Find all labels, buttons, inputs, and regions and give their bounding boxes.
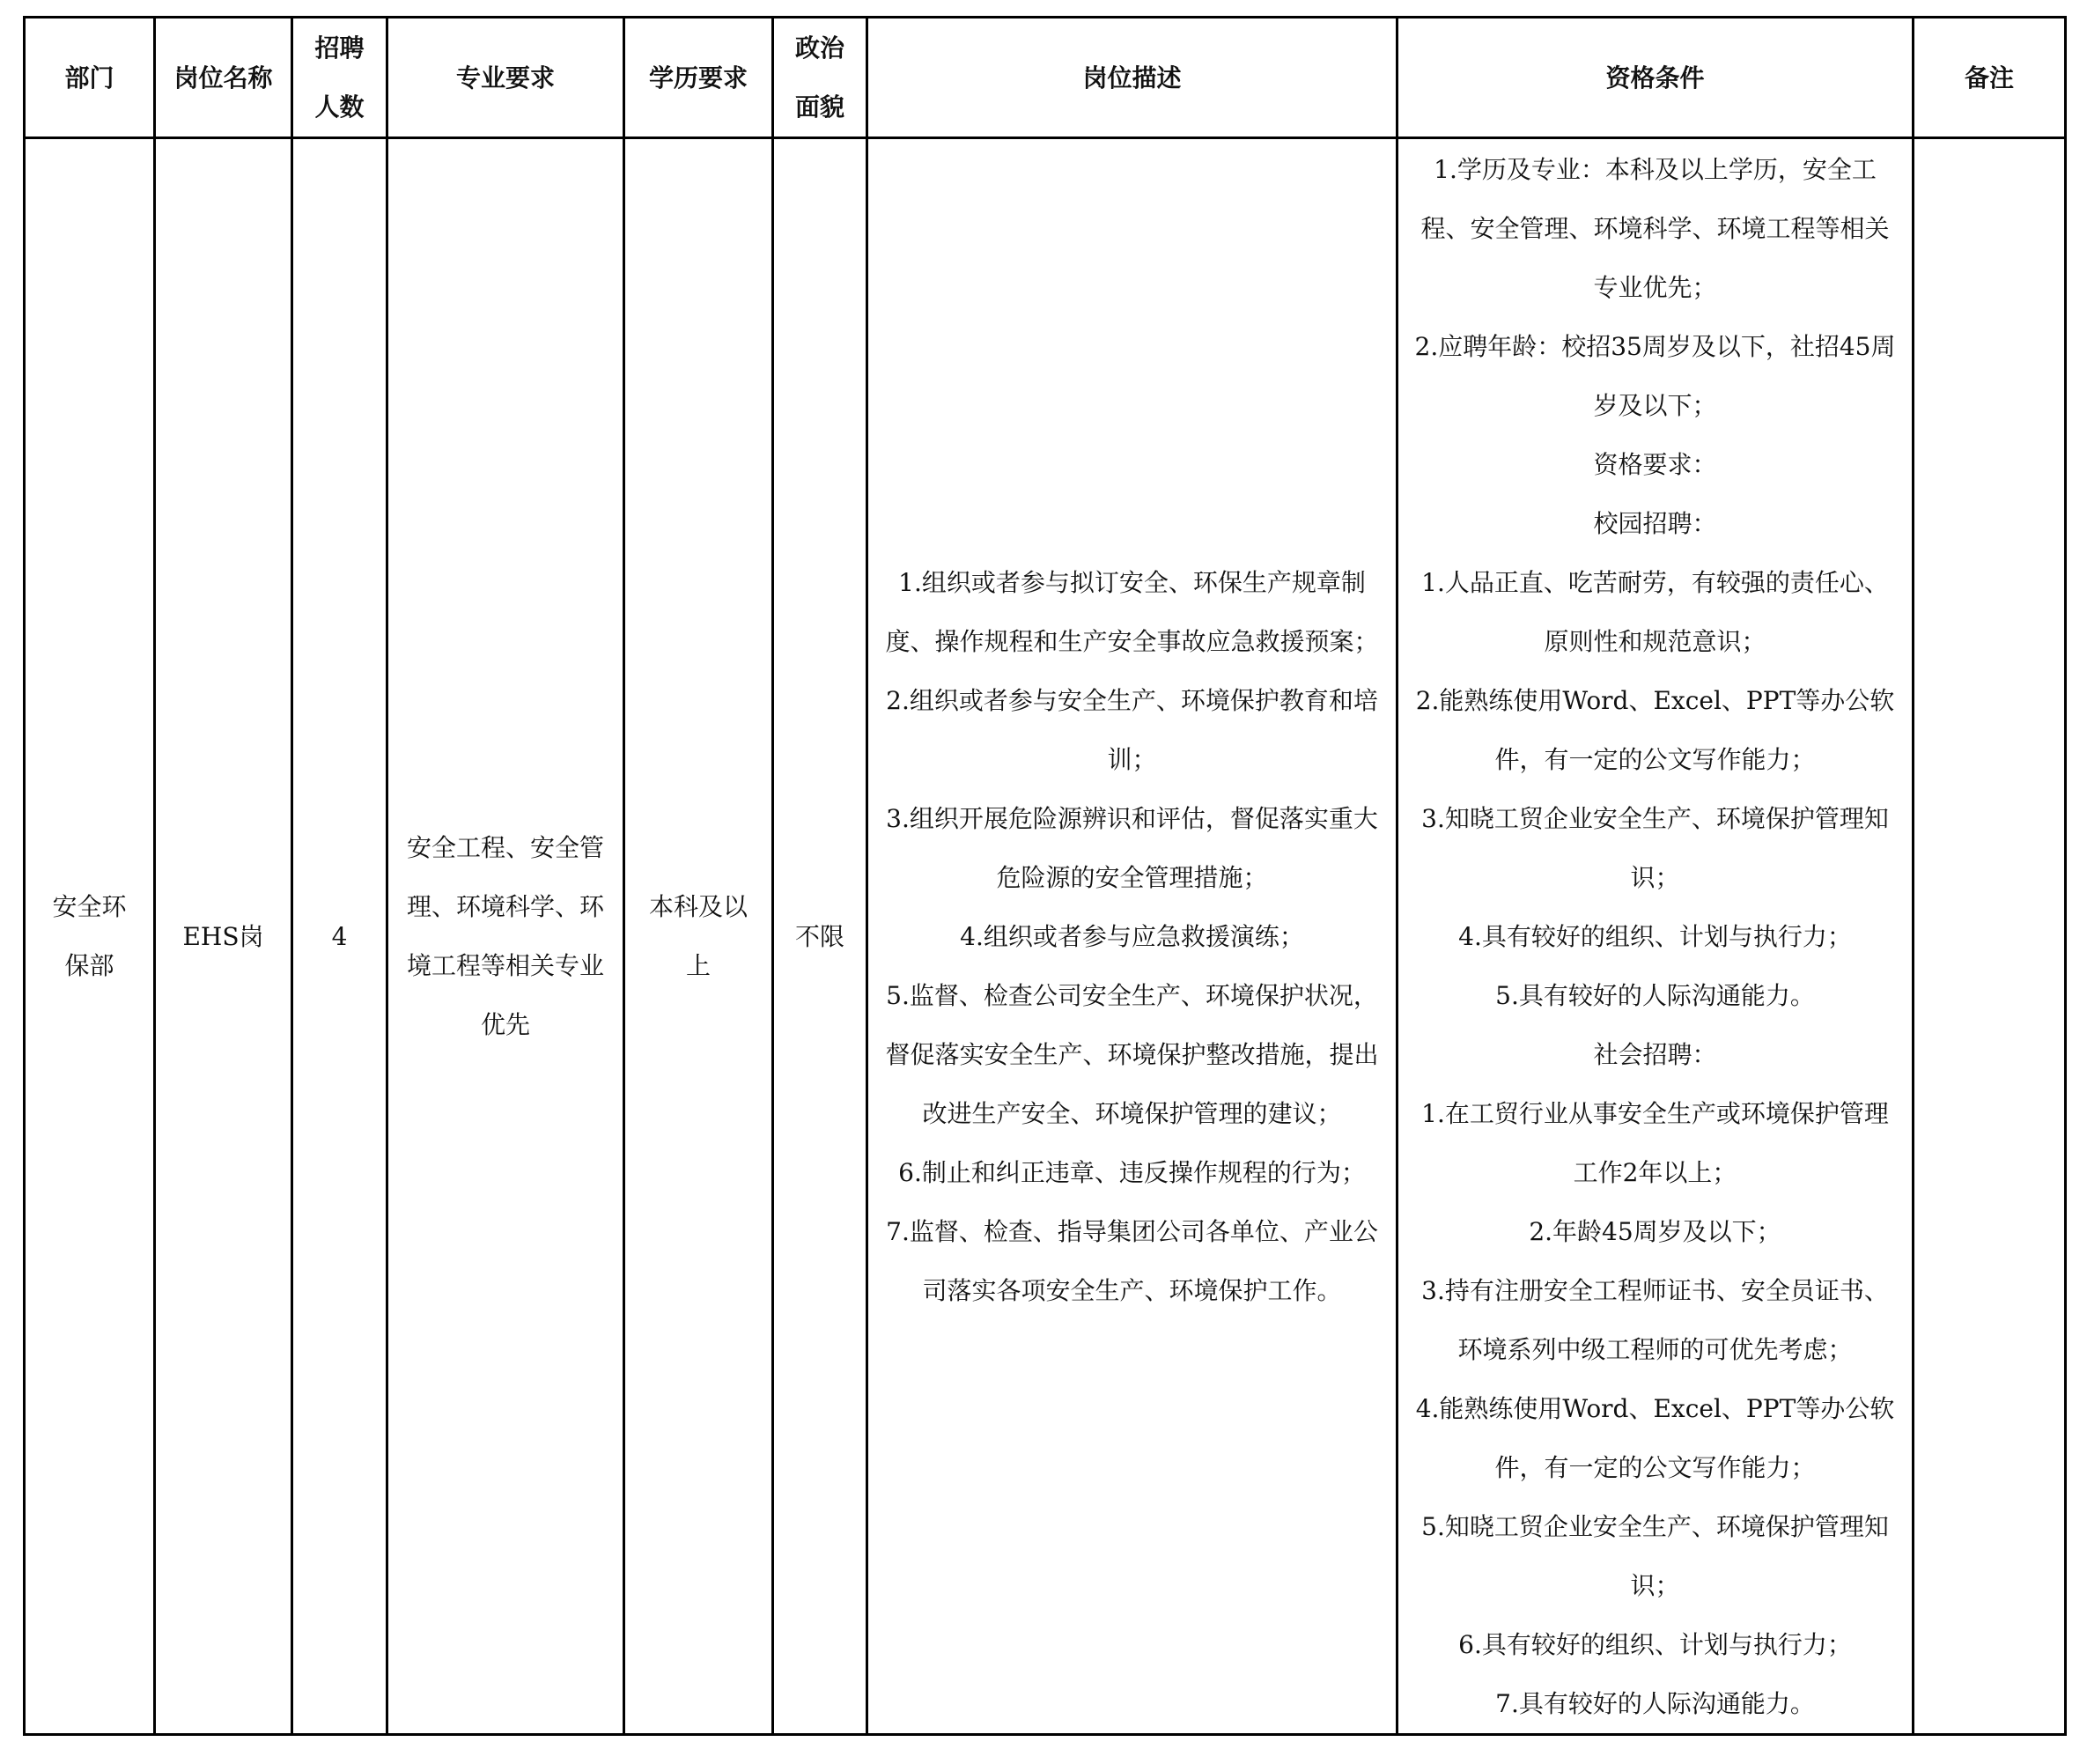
cell-education: 本科及以上 xyxy=(624,138,773,1735)
header-qualifications: 资格条件 xyxy=(1397,18,1914,138)
description-item: 3.组织开展危险源辨识和评估，督促落实重大危险源的安全管理措施； xyxy=(886,803,1378,892)
header-department: 部门 xyxy=(25,18,155,138)
qualification-item: 1.在工贸行业从事安全生产或环境保护管理工作2年以上； xyxy=(1421,1098,1889,1187)
header-headcount-line1: 招聘 xyxy=(314,33,365,63)
header-political xyxy=(773,18,867,138)
header-remarks: 备注 xyxy=(1914,18,2066,138)
description-item: 5.监督、检查公司安全生产、环境保护状况，督促落实安全生产、环境保护整改措施，提出改进生产安全、环境保护管理的建议； xyxy=(885,980,1379,1128)
description-item: 7.监督、检查、指导集团公司各单位、产业公司落实各项安全生产、环境保护工作。 xyxy=(886,1216,1378,1305)
cell-headcount: 4 xyxy=(292,138,387,1735)
cell-political: 不限 xyxy=(773,138,867,1735)
qualification-item: 2.应聘年龄：校招35周岁及以下，社招45周岁及以下； xyxy=(1414,331,1896,420)
qualification-item: 3.知晓工贸企业安全生产、环境保护管理知识； xyxy=(1421,803,1889,892)
qualification-item: 6.具有较好的组织、计划与执行力； xyxy=(1458,1629,1852,1659)
header-row xyxy=(25,18,2066,138)
qualification-item: 1.学历及专业：本科及以上学历，安全工程、安全管理、环境科学、环境工程等相关专业优先； xyxy=(1420,154,1890,302)
qualification-subheading: 社会招聘： xyxy=(1593,1039,1717,1069)
table-row xyxy=(25,138,2066,1735)
qualification-item: 5.具有较好的人际沟通能力。 xyxy=(1495,980,1815,1010)
header-major: 专业要求 xyxy=(387,18,624,138)
description-item: 2.组织或者参与安全生产、环境保护教育和培训； xyxy=(886,685,1378,774)
qualification-subheading: 校园招聘： xyxy=(1593,508,1717,538)
qualification-subheading: 资格要求： xyxy=(1593,449,1717,479)
header-headcount-line2: 人数 xyxy=(314,92,365,122)
cell-remarks xyxy=(1914,138,2066,1735)
qualification-item: 4.具有较好的组织、计划与执行力； xyxy=(1458,921,1852,951)
header-political-line2: 面貌 xyxy=(794,92,844,122)
cell-department: 安全环保部 xyxy=(25,138,155,1735)
cell-major: 安全工程、安全管理、环境科学、环境工程等相关专业优先 xyxy=(387,138,624,1735)
qualification-item: 5.知晓工贸企业安全生产、环境保护管理知识； xyxy=(1421,1511,1889,1600)
description-item: 1.组织或者参与拟订安全、环保生产规章制度、操作规程和生产安全事故应急救援预案； xyxy=(885,567,1379,656)
qualification-item: 2.能熟练使用Word、Excel、PPT等办公软件，有一定的公文写作能力； xyxy=(1415,685,1895,774)
recruitment-table xyxy=(23,16,2067,1736)
qualification-item: 7.具有较好的人际沟通能力。 xyxy=(1495,1688,1815,1718)
cell-position: EHS岗 xyxy=(155,138,292,1735)
description-item: 4.组织或者参与应急救援演练； xyxy=(960,921,1304,951)
qualification-item: 1.人品正直、吃苦耐劳，有较强的责任心、原则性和规范意识； xyxy=(1421,567,1889,656)
header-position: 岗位名称 xyxy=(155,18,292,138)
header-political-line1: 政治 xyxy=(794,33,844,63)
cell-qualifications xyxy=(1397,138,1914,1735)
header-headcount xyxy=(292,18,387,138)
qualification-item: 2.年龄45周岁及以下； xyxy=(1529,1216,1781,1246)
qualification-item: 3.持有注册安全工程师证书、安全员证书、环境系列中级工程师的可优先考虑； xyxy=(1421,1275,1889,1364)
cell-description xyxy=(867,138,1397,1735)
header-description: 岗位描述 xyxy=(867,18,1397,138)
description-item: 6.制止和纠正违章、违反操作规程的行为； xyxy=(898,1157,1366,1187)
qualification-item: 4.能熟练使用Word、Excel、PPT等办公软件，有一定的公文写作能力； xyxy=(1415,1393,1895,1482)
header-education: 学历要求 xyxy=(624,18,773,138)
